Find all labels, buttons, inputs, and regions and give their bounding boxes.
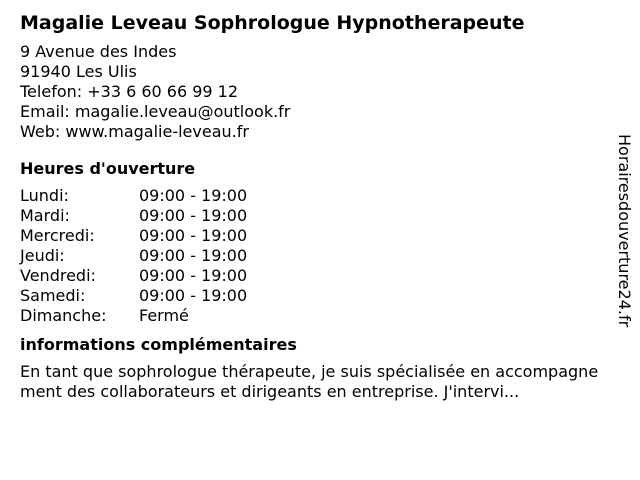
day-label: Mardi: xyxy=(20,206,70,225)
opening-hours-table xyxy=(20,186,610,326)
business-card xyxy=(20,10,610,402)
day-label: Lundi: xyxy=(20,186,69,205)
hours-row-sunday xyxy=(20,306,610,326)
address-city: 91940 Les Ulis xyxy=(20,62,137,81)
web-line: Web: www.magalie-leveau.fr xyxy=(20,122,249,141)
phone-line: Telefon: +33 6 60 66 99 12 xyxy=(20,82,239,101)
day-label: Jeudi: xyxy=(20,246,65,265)
time-range: 09:00 - 19:00 xyxy=(139,206,248,225)
site-watermark: Horairesdouverture24.fr xyxy=(615,134,634,328)
hours-row-tuesday xyxy=(20,206,610,226)
address-street: 9 Avenue des Indes xyxy=(20,42,177,61)
time-range: 09:00 - 19:00 xyxy=(139,226,248,245)
hours-row-wednesday xyxy=(20,226,610,246)
day-label: Samedi: xyxy=(20,286,86,305)
day-label: Vendredi: xyxy=(20,266,96,285)
business-name: Magalie Leveau Sophrologue Hypnotherapeute xyxy=(20,12,525,34)
time-range: 09:00 - 19:00 xyxy=(139,246,248,265)
time-range: 09:00 - 19:00 xyxy=(139,286,248,305)
time-range: 09:00 - 19:00 xyxy=(139,186,248,205)
hours-row-friday xyxy=(20,266,610,286)
email-line: Email: magalie.leveau@outlook.fr xyxy=(20,102,291,121)
time-range: 09:00 - 19:00 xyxy=(139,266,248,285)
hours-row-saturday xyxy=(20,286,610,306)
time-range: Fermé xyxy=(139,306,189,325)
additional-info-text: En tant que sophrologue thérapeute, je suis spécialisée en accompagnement des collaborateurs et dirigeants en entreprise. J'intervi... xyxy=(20,362,599,401)
day-label: Dimanche: xyxy=(20,306,107,325)
hours-row-thursday xyxy=(20,246,610,266)
opening-hours-heading: Heures d'ouverture xyxy=(20,159,196,178)
day-label: Mercredi: xyxy=(20,226,95,245)
additional-info-heading: informations complémentaires xyxy=(20,335,297,354)
hours-row-monday xyxy=(20,186,610,206)
